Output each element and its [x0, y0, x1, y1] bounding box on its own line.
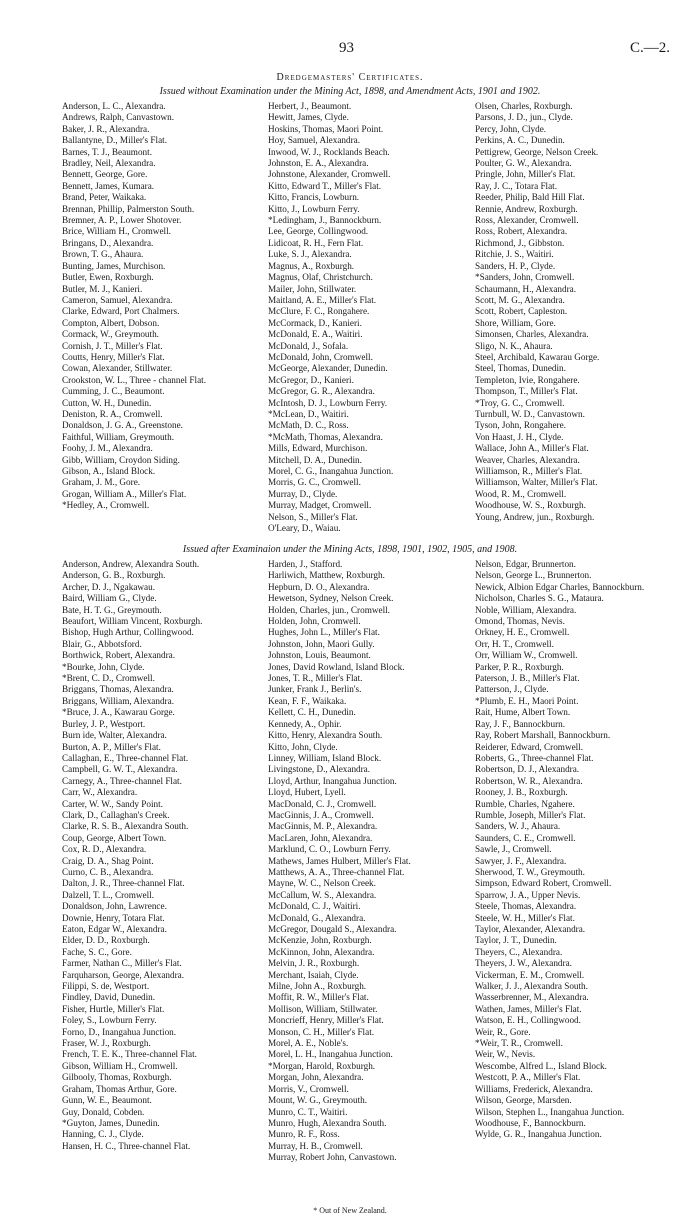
section-1-column-3 [475, 101, 671, 523]
certificate-entry: Sawyer, J. F., Alexandra. [475, 855, 567, 866]
certificate-entry: Dalzell, T. L., Cromwell. [62, 889, 155, 900]
certificate-entry: Bishop, Hugh Arthur, Collingwood. [62, 627, 194, 638]
certificate-entry: *McMath, Thomas, Alexandra. [268, 431, 383, 442]
certificate-entry: Munro, C. T., Waitiri. [268, 1106, 348, 1117]
certificate-entry: Westcott, P. A., Miller's Flat. [475, 1072, 581, 1083]
certificate-entry: Brand, Peter, Waikaka. [62, 192, 147, 203]
certificate-entry: Faithful, William, Greymouth. [62, 431, 174, 442]
certificate-entry: Kitto, J., Lowburn Ferry. [268, 203, 360, 214]
certificate-entry: Percy, John, Clyde. [475, 123, 547, 134]
certificate-entry: Briggans, Thomas, Alexandra. [62, 684, 174, 695]
certificate-entry: Fraser, W. J., Roxburgh. [62, 1038, 151, 1049]
certificate-entry: Watson, E. H., Collingwood. [475, 1015, 581, 1026]
certificate-entry: Newick, Albion Edgar Charles, Bannockburn. [475, 581, 645, 592]
certificate-entry: Cutton, W. H., Dunedin. [62, 397, 152, 408]
certificate-entry: Nelson, S., Miller's Flat. [268, 511, 358, 522]
certificate-entry: Poulter, G. W., Alexandra. [475, 158, 572, 169]
certificate-entry: Brown, T. G., Ahaura. [62, 249, 144, 260]
certificate-entry: Craig, D. A., Shag Point. [62, 855, 154, 866]
certificate-entry: Murray, Robert John, Canvastown. [268, 1152, 397, 1163]
certificate-entry: Kennedy, A., Ophir. [268, 718, 342, 729]
certificate-entry: Wathen, James, Miller's Flat. [475, 1003, 582, 1014]
certificate-entry: Mills, Edward, Murchison. [268, 443, 368, 454]
certificate-entry: Borthwick, Robert, Alexandra. [62, 650, 176, 661]
section-2-column-3 [475, 559, 671, 1141]
certificate-entry: Sherwood, T. W., Greymouth. [475, 866, 585, 877]
certificate-entry: *Guyton, James, Dunedin. [62, 1117, 160, 1128]
certificate-entry: *McLean, D., Waitiri. [268, 408, 349, 419]
certificate-entry: Melvin, J. R., Roxburgh. [268, 958, 360, 969]
certificate-entry: Barnes, T. J., Beaumont. [62, 146, 152, 157]
certificate-entry: Clarke, Edward, Port Chalmers. [62, 306, 180, 317]
certificate-entry: Gilbooly, Thomas, Roxburgh. [62, 1072, 172, 1083]
certificate-entry: Morel, L. H., Inangahua Junction. [268, 1049, 393, 1060]
certificate-entry: Lidicoat, R. H., Fern Flat. [268, 237, 364, 248]
certificate-entry: *Brent, C. D., Cromwell. [62, 673, 155, 684]
certificate-entry: Bate, H. T. G., Greymouth. [62, 604, 162, 615]
certificate-entry: Mailer, John, Stillwater. [268, 283, 357, 294]
certificate-entry: Filippi, S. de, Westport. [62, 981, 150, 992]
certificate-entry: Linney, William, Island Block. [268, 752, 382, 763]
certificate-entry: Reiderer, Edward, Cromwell. [475, 741, 584, 752]
certificate-entry: Rait, Hume, Albert Town. [475, 707, 571, 718]
certificate-entry: Ross, Alexander, Cromwell. [475, 215, 579, 226]
certificate-entry: Morgan, John, Alexandra. [268, 1072, 364, 1083]
certificate-entry: Cumming, J. C., Beaumont. [62, 386, 165, 397]
certificate-entry: Wilson, George, Marsden. [475, 1095, 572, 1106]
certificate-entry: Hepburn, D. O., Alexandra. [268, 581, 370, 592]
certificate-entry: Mayne, W. C., Nelson Creek. [268, 878, 376, 889]
certificate-entry: McDonald, E. A., Waitiri. [268, 329, 363, 340]
section-1-subtitle: Issued without Examination under the Mining Act, 1898, and Amendment Acts, 1901 and 1902. [159, 86, 541, 97]
certificate-entry: Inwood, W. J., Rocklands Beach. [268, 146, 390, 157]
certificate-entry: Kitto, Edward T., Miller's Flat. [268, 180, 382, 191]
certificate-entry: Cameron, Samuel, Alexandra. [62, 294, 173, 305]
certificate-entry: Cormack, W., Greymouth. [62, 329, 159, 340]
certificate-entry: Blair, G., Abbotsford. [62, 638, 142, 649]
certificate-entry: Scott, Robert, Capleston. [475, 306, 568, 317]
certificate-entry: Rumble, Joseph, Miller's Flat. [475, 809, 586, 820]
certificate-entry: McGregor, G. R., Alexandra. [268, 386, 375, 397]
certificate-entry: Steel, Thomas, Dunedin. [475, 363, 566, 374]
certificate-entry: Hewitt, James, Clyde. [268, 112, 349, 123]
certificate-entry: Wasserbrenner, M., Alexandra. [475, 992, 589, 1003]
certificate-entry: McMath, D. C., Ross. [268, 420, 349, 431]
section-2-subtitle: Issued after Examinaion under the Mining Acts, 1898, 1901, 1902, 1905, and 1908. [182, 544, 518, 555]
certificate-entry: Andrews, Ralph, Canvastown. [62, 112, 175, 123]
certificate-entry: Johnston, Louis, Beaumont. [268, 650, 371, 661]
certificate-entry: Beaufort, William Vincent, Roxburgh. [62, 616, 203, 627]
certificate-entry: Mathews, James Hulbert, Miller's Flat. [268, 855, 411, 866]
certificate-entry: Hewetson, Sydney, Nelson Creek. [268, 593, 394, 604]
certificate-entry: Young, Andrew, jun., Roxburgh. [475, 511, 595, 522]
certificate-entry: Wallace, John A., Miller's Flat. [475, 443, 589, 454]
certificate-entry: Wilson, Stephen L., Inangahua Junction. [475, 1106, 625, 1117]
certificate-entry: Monson, C. H., Miller's Flat. [268, 1026, 375, 1037]
certificate-entry: Ray, J. C., Totara Flat. [475, 180, 558, 191]
certificate-entry: McGeorge, Alexander, Dunedin. [268, 363, 388, 374]
certificate-entry: Dalton, J. R., Three-channel Flat. [62, 878, 185, 889]
certificate-entry: *Bruce, J. A., Kawarau Gorge. [62, 707, 175, 718]
certificate-entry: *Ledingham, J., Bannockburn. [268, 215, 382, 226]
certificate-entry: Woodhouse, W. S., Roxburgh. [475, 500, 586, 511]
certificate-entry: Junker, Frank J., Berlin's. [268, 684, 362, 695]
certificate-entry: Gibb, William, Croydon Siding. [62, 454, 180, 465]
certificate-entry: Moffit, R. W., Miller's Flat. [268, 992, 369, 1003]
certificate-entry: Simonsen, Charles, Alexandra. [475, 329, 589, 340]
section-2-column-1 [62, 559, 258, 1152]
section-1-column-1 [62, 101, 258, 512]
certificate-entry: Williams, Frederick, Alexandra. [475, 1083, 593, 1094]
certificate-entry: Grogan, William A., Miller's Flat. [62, 488, 187, 499]
certificate-entry: Sanders, W. J., Ahaura. [475, 821, 561, 832]
certificate-entry: Morel, A. E., Noble's. [268, 1038, 349, 1049]
certificate-entry: Shore, William, Gore. [475, 317, 556, 328]
certificate-entry: Compton, Albert, Dobson. [62, 317, 160, 328]
certificate-entry: Anderson, L. C., Alexandra. [62, 101, 166, 111]
certificate-entry: Harden, J., Stafford. [268, 559, 343, 569]
certificate-entry: Turnbull, W. D., Canvastown. [475, 408, 585, 419]
certificate-entry: Ray, J. F., Bannockburn. [475, 718, 566, 729]
certificate-entry: Matthews, A. A., Three-channel Flat. [268, 866, 405, 877]
certificate-entry: Johnston, John, Maori Gully. [268, 638, 375, 649]
certificate-entry: Orr, William W., Cromwell. [475, 650, 578, 661]
certificate-entry: Walker, J. J., Alexandra South. [475, 981, 588, 992]
certificate-entry: Briggans, William, Alexandra. [62, 695, 174, 706]
certificate-entry: Sanders, H. P., Clyde. [475, 260, 556, 271]
certificate-entry: MacDonald, C. J., Cromwell. [268, 798, 377, 809]
certificate-entry: Steele, Thomas, Alexandra. [475, 901, 577, 912]
certificate-entry: Nelson, George L., Brunnerton. [475, 570, 592, 581]
certificate-entry: Cornish, J. T., Miller's Flat. [62, 340, 163, 351]
certificate-entry: Forno, D., Inangahua Junction. [62, 1026, 177, 1037]
certificate-entry: Clarke, R. S. B., Alexandra South. [62, 821, 189, 832]
certificate-entry: Parker, P. R., Roxburgh. [475, 661, 564, 672]
certificate-entry: Baker, J. R., Alexandra. [62, 123, 150, 134]
certificate-entry: Burn ide, Walter, Alexandra. [62, 730, 167, 741]
certificate-entry: Clark, D., Callaghan's Creek. [62, 809, 170, 820]
certificate-entry: *Hedley, A., Cromwell. [62, 500, 150, 511]
certificate-entry: Rooney, J. B., Roxburgh. [475, 787, 568, 798]
certificate-entry: Murray, Madget, Cromwell. [268, 500, 372, 511]
section-1-column-2 [268, 101, 464, 534]
certificate-entry: Ritchie, J. S., Waitiri. [475, 249, 554, 260]
certificate-entry: Saunders, C. E., Cromwell. [475, 832, 576, 843]
certificate-entry: Richmond, J., Gibbston. [475, 237, 565, 248]
certificate-entry: Burton, A. P., Miller's Flat. [62, 741, 161, 752]
page-number: 93 [339, 40, 354, 56]
certificate-entry: Foohy, J. M., Alexandra. [62, 443, 153, 454]
certificate-entry: McDonald, John, Cromwell. [268, 351, 373, 362]
certificate-entry: Rumble, Charles, Ngahere. [475, 798, 575, 809]
certificate-entry: Downie, Henry, Totara Flat. [62, 912, 165, 923]
certificate-entry: Elder, D. D., Roxburgh. [62, 935, 150, 946]
certificate-entry: Magnus, A., Roxburgh. [268, 260, 355, 271]
certificate-entry: Steele, W. H., Miller's Flat. [475, 912, 575, 923]
certificate-entry: Callaghan, E., Three-channel Flat. [62, 752, 189, 763]
certificate-entry: Munro, R. F., Ross. [268, 1129, 340, 1140]
certificate-entry: Kean, F. F., Waikaka. [268, 695, 347, 706]
certificate-entry: Hoskins, Thomas, Maori Point. [268, 123, 384, 134]
certificate-entry: Munro, Hugh, Alexandra South. [268, 1117, 387, 1128]
certificate-entry: McCormack, D., Kanieri. [268, 317, 362, 328]
section-2-column-2 [268, 559, 464, 1164]
certificate-entry: Orr, H. T., Cromwell. [475, 638, 554, 649]
certificate-entry: Bringans, D., Alexandra. [62, 237, 154, 248]
certificate-entry: Sligo, N. K., Ahaura. [475, 340, 553, 351]
certificate-entry: Hoy, Samuel, Alexandra. [268, 135, 361, 146]
certificate-entry: Jones, T. R., Miller's Flat. [268, 673, 363, 684]
certificate-entry: Templeton, Ivie, Rongahere. [475, 374, 580, 385]
certificate-entry: Morel, C. G., Inangahua Junction. [268, 466, 394, 476]
certificate-entry: Donaldson, John, Lawrence. [62, 901, 167, 912]
certificate-entry: Butler, Ewen, Roxburgh. [62, 272, 154, 283]
certificate-entry: Olsen, Charles, Roxburgh. [475, 101, 573, 111]
certificate-entry: Bremner, A. P., Lower Shotover. [62, 215, 182, 226]
certificate-entry: MacLaren, John, Alexandra. [268, 832, 373, 843]
certificate-entry: Ballantyne, D., Miller's Flat. [62, 135, 168, 146]
certificate-entry: Paterson, J. B., Miller's Flat. [475, 673, 580, 684]
certificate-entry: Anderson, G. B., Roxburgh. [62, 570, 166, 581]
certificate-entry: Roberts, G., Three-channel Flat. [475, 752, 594, 763]
certificate-entry: Carr, W., Alexandra. [62, 787, 138, 798]
certificate-entry: MacGinnis, M. P., Alexandra. [268, 821, 378, 832]
certificate-entry: *Plumb, E. H., Maori Point. [475, 695, 579, 706]
certificate-entry: Bunting, James, Murchison. [62, 260, 166, 271]
certificate-entry: McDonald, J., Sofala. [268, 340, 349, 351]
certificate-entry: Mount, W. G., Greymouth. [268, 1095, 368, 1106]
certificate-entry: *Troy, G. C., Cromwell. [475, 397, 565, 408]
certificate-entry: Johnston, E. A., Alexandra. [268, 158, 369, 169]
certificate-entry: *Bourke, John, Clyde. [62, 661, 145, 672]
certificate-entry: Morris, V., Cromwell. [268, 1083, 349, 1094]
certificate-entry: Woodhouse, F., Bannockburn. [475, 1117, 586, 1128]
certificate-entry: Milne, John A., Roxburgh. [268, 981, 367, 992]
certificate-entry: McKinnon, John, Alexandra. [268, 946, 375, 957]
certificate-entry: MacGinnis, J. A., Cromwell. [268, 809, 374, 820]
certificate-entry: Graham, J. M., Gore. [62, 477, 141, 488]
certificate-entry: Burley, J. P., Westport. [62, 718, 146, 729]
certificate-entry: Carnegy, A., Three-channel Flat. [62, 775, 182, 786]
certificate-entry: Harliwich, Matthew, Roxburgh. [268, 570, 385, 581]
certificate-entry: Brennan, Phillip, Palmerston South. [62, 203, 195, 214]
certificate-entry: Fisher, Hurtle, Miller's Flat. [62, 1003, 165, 1014]
certificate-entry: Ross, Robert, Alexandra. [475, 226, 568, 237]
certificate-entry: Scott, M. G., Alexandra. [475, 294, 565, 305]
certificate-entry: Cowan, Alexander, Stillwater. [62, 363, 173, 374]
certificate-entry: Brice, William H., Cromwell. [62, 226, 171, 237]
certificate-entry: Moncrieff, Henry, Miller's Flat. [268, 1015, 384, 1026]
certificate-entry: Mollison, William, Stillwater. [268, 1003, 378, 1014]
certificate-entry: French, T. E. K., Three-channel Flat. [62, 1049, 197, 1060]
certificate-entry: Gibson, A., Island Block. [62, 466, 156, 476]
certificate-entry: Mitchell, D. A., Dunedin. [268, 454, 362, 465]
certificate-entry: Ray, Robert Marshall, Bannockburn. [475, 730, 611, 741]
certificate-entry: Bennett, James, Kumara. [62, 180, 155, 191]
certificate-entry: Theyers, J. W., Alexandra. [475, 958, 572, 969]
certificate-entry: Campbell, G. W. T., Alexandra. [62, 764, 178, 775]
certificate-entry: Perkins, A. C., Dunedin. [475, 135, 565, 146]
certificate-entry: Holden, John, Cromwell. [268, 616, 361, 627]
certificate-entry: O'Leary, D., Waiau. [268, 523, 341, 534]
certificate-entry: Williamson, Walter, Miller's Flat. [475, 477, 598, 488]
certificate-entry: McCallum, W. S., Alexandra. [268, 889, 377, 900]
certificate-entry: Bennett, George, Gore. [62, 169, 148, 180]
certificate-entry: Cox, R. D., Alexandra. [62, 844, 147, 855]
certificate-entry: Hanning, C. J., Clyde. [62, 1129, 144, 1140]
certificate-entry: Kellett, C. H., Dunedin. [268, 707, 356, 718]
certificate-entry: Weir, W., Nevis. [475, 1049, 536, 1060]
certificate-entry: Williamson, R., Miller's Flat. [475, 466, 583, 476]
certificate-entry: Weaver, Charles, Alexandra. [475, 454, 580, 465]
certificate-entry: Tyson, John, Rongahere. [475, 420, 566, 431]
certificate-entry: Livingstone, D., Alexandra. [268, 764, 371, 775]
certificate-entry: Parsons, J. D., jun., Clyde. [475, 112, 573, 123]
certificate-entry: Findley, David, Dunedin. [62, 992, 156, 1003]
certificate-entry: Carter, W. W., Sandy Point. [62, 798, 163, 809]
certificate-entry: Merchant, Isaiah, Clyde. [268, 969, 359, 980]
certificate-entry: Farmer, Nathan C., Miller's Flat. [62, 958, 182, 969]
certificate-entry: Luke, S. J., Alexandra. [268, 249, 352, 260]
certificate-entry: McKenzie, John, Roxburgh. [268, 935, 372, 946]
certificate-entry: Magnus, Olaf, Christchurch. [268, 272, 373, 283]
certificate-entry: Weir, R., Gore. [475, 1026, 531, 1037]
certificate-entry: Patterson, J., Clyde. [475, 684, 549, 695]
certificate-entry: Murray, D., Clyde. [268, 488, 338, 499]
certificate-entry: Foley, S., Lowburn Ferry. [62, 1015, 157, 1026]
certificate-entry: McGregor, Dougald S., Alexandra. [268, 924, 397, 934]
certificate-entry: Archer, D. J., Ngakawau. [62, 581, 156, 592]
certificate-entry: Maitland, A. E., Miller's Flat. [268, 294, 377, 305]
certificate-entry: Sawle, J., Cromwell. [475, 844, 552, 855]
certificate-entry: *Weir, T. R., Cromwell. [475, 1038, 563, 1049]
certificate-entry: Von Haast, J. H., Clyde. [475, 431, 564, 442]
certificate-entry: Fache, S. C., Gore. [62, 946, 132, 957]
certificate-entry: Farquharson, George, Alexandra. [62, 969, 185, 980]
certificate-entry: Deniston, R. A., Cromwell. [62, 408, 163, 419]
certificate-entry: Jones, David Rowland, Island Block. [268, 661, 405, 672]
certificate-entry: Lloyd, Arthur, Inangahua Junction. [268, 775, 397, 786]
certificate-entry: Kitto, John, Clyde. [268, 741, 338, 752]
certificate-entry: McGregor, D., Kanieri. [268, 374, 354, 385]
certificate-entry: Noble, William, Alexandra. [475, 604, 577, 615]
certificate-entry: Vickerman, E. M., Cromwell. [475, 969, 585, 980]
certificate-entry: Theyers, C., Alexandra. [475, 946, 563, 957]
certificate-entry: Crookston, W. L., Three - channel Flat. [62, 374, 206, 385]
certificate-entry: Gunn, W. E., Beaumont. [62, 1095, 152, 1106]
certificate-entry: Baird, William G., Clyde. [62, 593, 157, 604]
certificate-entry: Simpson, Edward Robert, Cromwell. [475, 878, 612, 889]
certificate-entry: Marklund, C. O., Lowburn Ferry. [268, 844, 391, 855]
certificate-entry: Omond, Thomas, Nevis. [475, 616, 565, 627]
certificate-entry: Herbert, J., Beaumont. [268, 101, 352, 111]
certificate-entry: Wylde, G. R., Inangahua Junction. [475, 1129, 602, 1140]
certificate-entry: Wescombe, Alfred L., Island Block. [475, 1060, 607, 1071]
certificate-entry: Pettigrew, George, Nelson Creek. [475, 146, 599, 157]
page-heading: Dredgemasters' Certificates. [276, 72, 424, 83]
certificate-entry: Taylor, Alexander, Alexandra. [475, 924, 586, 934]
certificate-entry: Kitto, Francis, Lowburn. [268, 192, 360, 203]
certificate-entry: Graham, Thomas Arthur, Gore. [62, 1083, 177, 1094]
certificate-entry: McIntosh, D. J., Lowburn Ferry. [268, 397, 388, 408]
footnote: * Out of New Zealand. [313, 1206, 387, 1215]
certificate-entry: Donaldson, J. G. A., Greenstone. [62, 420, 183, 431]
certificate-entry: Murray, H. B., Cromwell. [268, 1140, 363, 1151]
certificate-entry: Butler, M. J., Kanieri. [62, 283, 143, 294]
certificate-entry: Johnstone, Alexander, Cromwell. [268, 169, 391, 180]
certificate-entry: McClure, F. C., Rongahere. [268, 306, 370, 317]
certificate-entry: Pringle, John, Miller's Flat. [475, 169, 576, 180]
certificate-entry: Coutts, Henry, Miller's Flat. [62, 351, 165, 362]
certificate-entry: Eaton, Edgar W., Alexandra. [62, 924, 167, 934]
certificate-entry: Gibson, William H., Cromwell. [62, 1060, 178, 1071]
certificate-entry: Thompson, T., Miller's Flat. [475, 386, 578, 397]
certificate-entry: Anderson, Andrew, Alexandra South. [62, 559, 200, 569]
certificate-entry: Holden, Charles, jun., Cromwell. [268, 604, 390, 615]
certificate-entry: Kitto, Henry, Alexandra South. [268, 730, 383, 741]
certificate-entry: *Sanders, John, Cromwell. [475, 272, 575, 283]
certificate-entry: Reeder, Philip, Bald Hill Flat. [475, 192, 585, 203]
certificate-entry: Guy, Donald, Cobden. [62, 1106, 145, 1117]
certificate-entry: Lee, George, Collingwood. [268, 226, 369, 237]
certificate-entry: Rennie, Andrew, Roxburgh. [475, 203, 578, 214]
certificate-entry: Bradley, Neil, Alexandra. [62, 158, 156, 169]
certificate-entry: Steel, Archibald, Kawarau Gorge. [475, 351, 600, 362]
certificate-entry: Schaumann, H., Alexandra. [475, 283, 577, 294]
certificate-entry: Nelson, Edgar, Brunnerton. [475, 559, 576, 569]
certificate-entry: Sparrow, J. A., Upper Nevis. [475, 889, 581, 900]
certificate-entry: Coup, George, Albert Town. [62, 832, 167, 843]
certificate-entry: Robertson, W. R., Alexandra. [475, 775, 583, 786]
certificate-entry: Wood, R. M., Cromwell. [475, 488, 567, 499]
certificate-entry: Nicholson, Charles S. G., Mataura. [475, 593, 604, 604]
certificate-entry: Hansen, H. C., Three-channel Flat. [62, 1140, 191, 1151]
certificate-entry: McDonald, C. J., Waitiri. [268, 901, 361, 912]
certificate-entry: Hughes, John L., Miller's Flat. [268, 627, 380, 638]
certificate-entry: Curno, C. B., Alexandra. [62, 866, 154, 877]
certificate-entry: Robertson, D. J., Alexandra. [475, 764, 580, 775]
certificate-entry: Taylor, J. T., Dunedin. [475, 935, 557, 946]
certificate-entry: Lloyd, Hubert, Lyell. [268, 787, 346, 798]
certificate-entry: Morris, G. C., Cromwell. [268, 477, 361, 488]
page-reference: C.—2. [629, 40, 670, 56]
certificate-entry: Orkney, H. E., Cromwell. [475, 627, 570, 638]
certificate-entry: McDonald, G., Alexandra. [268, 912, 366, 923]
certificate-entry: *Morgan, Harold, Roxburgh. [268, 1060, 376, 1071]
